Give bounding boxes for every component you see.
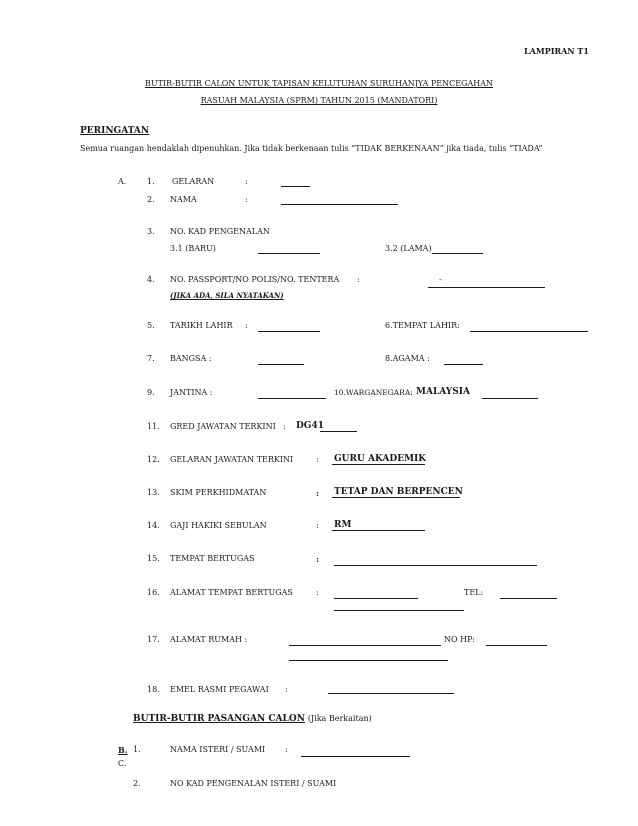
spouse-heading-text: BUTIR-BUTIR PASANGAN CALON [133, 714, 305, 724]
skim-field[interactable] [332, 497, 460, 498]
tempat-bertugas-field[interactable] [334, 565, 537, 566]
tempat-bertugas-label: TEMPAT BERTUGAS [170, 554, 255, 563]
item-number: 18. [147, 685, 160, 694]
item-number: 9. [147, 388, 155, 397]
item-number: 14. [147, 521, 160, 530]
alamat-bertugas-field-line2[interactable] [334, 610, 464, 611]
colon: : [285, 745, 288, 754]
bangsa-label: BANGSA : [170, 354, 212, 363]
kad-lama-label: 3.2 (LAMA) [385, 244, 432, 253]
spouse-heading-note: (Jika Berkaitan) [307, 714, 372, 723]
section-c-label: C. [118, 759, 127, 768]
gelaran-jawatan-label: GELARAN JAWATAN TERKINI [170, 455, 294, 464]
alamat-rumah-field[interactable] [289, 645, 441, 646]
colon: : [316, 521, 319, 530]
item-number: 13. [147, 488, 160, 497]
item-number: 1. [147, 177, 155, 186]
form-title-line2: RASUAH MALAYSIA (SPRM) TAHUN 2015 (MANDATORI) [200, 96, 438, 105]
tarikh-lahir-label: TARIKH LAHIR [170, 321, 233, 330]
gelaran-field[interactable] [281, 186, 310, 187]
lampiran-label: LAMPIRAN T1 [524, 46, 589, 56]
item-number: 2. [133, 779, 141, 788]
agama-label: 8.AGAMA : [385, 354, 430, 363]
colon: : [285, 685, 288, 694]
skim-label: SKIM PERKHIDMATAN [170, 488, 267, 497]
item-number: 1. [133, 745, 141, 754]
kad-isteri-label: NO KAD PENGENALAN ISTERI / SUAMI [170, 779, 337, 788]
colon: : [316, 455, 319, 464]
warganegara-label: 10.WARGANEGARA: [334, 388, 413, 397]
item-number: 15. [147, 554, 160, 563]
tempat-lahir-field[interactable] [470, 331, 588, 332]
nama-isteri-field[interactable] [301, 756, 410, 757]
nama-label: NAMA [170, 195, 197, 204]
colon: : [316, 554, 319, 564]
warning-heading: PERINGATAN [80, 126, 150, 136]
item-number: 4. [147, 275, 155, 284]
gaji-label: GAJI HAKIKI SEBULAN [170, 521, 267, 530]
no-hp-field[interactable] [486, 645, 547, 646]
passport-field[interactable] [428, 287, 545, 288]
warganegara-value: MALAYSIA [416, 387, 470, 397]
warning-text: Semua ruangan hendaklah dipenuhkan. Jika tidak berkenaan tulis “TIDAK BERKENAAN” jika tiada, tulis “TIADA” [80, 144, 543, 153]
tel-field[interactable] [500, 598, 557, 599]
item-number: 7. [147, 354, 155, 363]
gelaran-jawatan-value: GURU AKADEMIK [334, 454, 427, 464]
kad-baru-field[interactable] [258, 253, 320, 254]
colon: : [245, 195, 248, 204]
item-number: 5. [147, 321, 155, 330]
gaji-value: RM [334, 520, 352, 530]
item-number: 12. [147, 455, 160, 464]
kad-pengenalan-label: NO. KAD PENGENALAN [170, 227, 270, 236]
item-number: 16. [147, 588, 160, 597]
gaji-field[interactable] [332, 530, 425, 531]
alamat-rumah-field-line2[interactable] [289, 660, 448, 661]
gelaran-label: GELARAN [172, 177, 215, 186]
colon: : [245, 321, 248, 330]
colon: : [283, 422, 286, 431]
passport-label: NO. PASSPORT/NO POLIS/NO. TENTERA [170, 275, 340, 284]
agama-field[interactable] [444, 364, 483, 365]
spouse-heading [133, 715, 372, 724]
skim-value: TETAP DAN BERPENCEN [334, 487, 463, 497]
tarikh-lahir-field[interactable] [258, 331, 320, 332]
kad-lama-field[interactable] [432, 253, 483, 254]
jantina-field[interactable] [258, 398, 326, 399]
alamat-bertugas-field[interactable] [334, 598, 418, 599]
item-number: 3. [147, 227, 155, 236]
bangsa-field[interactable] [258, 364, 304, 365]
passport-note: (JIKA ADA, SILA NYATAKAN) [170, 291, 284, 300]
no-hp-label: NO HP: [444, 635, 475, 644]
gelaran-jawatan-field[interactable] [332, 464, 425, 465]
jantina-label: JANTINA : [170, 388, 213, 397]
alamat-bertugas-label: ALAMAT TEMPAT BERTUGAS [170, 588, 293, 597]
colon: : [357, 275, 360, 284]
alamat-rumah-label: ALAMAT RUMAH : [170, 635, 248, 644]
colon: : [316, 488, 319, 498]
passport-dash: - [439, 275, 442, 284]
tempat-lahir-label: 6.TEMPAT LAHIR: [385, 321, 460, 330]
section-b-label: B. [118, 745, 128, 755]
emel-field[interactable] [328, 693, 454, 694]
kad-baru-label: 3.1 (BARU) [170, 244, 216, 253]
item-number: 17. [147, 635, 160, 644]
tel-label: TEL: [464, 588, 484, 597]
section-a-label: A. [118, 177, 127, 186]
item-number: 2. [147, 195, 155, 204]
gred-label: GRED JAWATAN TERKINI [170, 422, 276, 431]
form-title-line1: BUTIR-BUTIR CALON UNTUK TAPISAN KELUTUHAN SURUHANJYA PENCEGAHAN [144, 79, 494, 88]
warganegara-field[interactable] [482, 398, 538, 399]
gred-field[interactable] [320, 431, 357, 432]
nama-field[interactable] [281, 204, 398, 205]
emel-label: EMEL RASMI PEGAWAI [170, 685, 269, 694]
colon: : [245, 177, 248, 186]
item-number: 11. [147, 422, 160, 431]
gred-value: DG41 [296, 421, 325, 431]
nama-isteri-label: NAMA ISTERI / SUAMI [170, 745, 266, 754]
colon: : [316, 588, 319, 597]
